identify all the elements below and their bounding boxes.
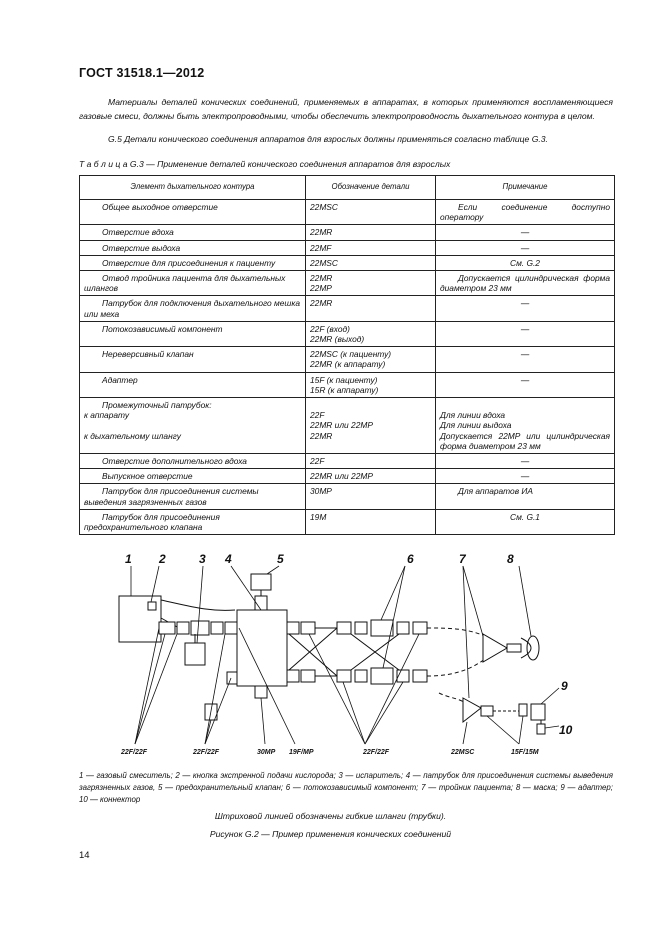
cell-note: Допускается цилиндрическая форма диаметром 23 мм [436, 271, 615, 296]
table-header-row [80, 176, 615, 200]
part-number: 1 [125, 552, 132, 566]
connector-chain [287, 668, 427, 684]
cell-designation: 22F [306, 454, 436, 469]
cell-note: — [436, 321, 615, 346]
table-row [80, 296, 615, 321]
part-number: 6 [407, 552, 414, 566]
header-designation: Обозначение детали [306, 176, 436, 200]
cell-designation: 22F (вход) 22MR (выход) [306, 321, 436, 346]
cell-element: Отверстие для присоединения к пациенту [80, 255, 306, 270]
figure-legend: 1 — газовый смеситель; 2 — кнопка экстренной подачи кислорода; 3 — испаритель; 4 — патрубок для присоединения системы выведения загрязненных газов, 5 — предохранительный клапан; 6 — потокозависимый компонент; 7 — тройник пациента; 8 — маска; 9 — адаптер; 10 — коннектор [79, 771, 613, 804]
cell-element: Патрубок для присоединения системы выведения загрязненных газов [80, 484, 306, 509]
figure-caption: Рисунок G.2 — Пример применения конических соединений [209, 829, 452, 839]
flexible-hose [427, 628, 489, 638]
adapter-small [519, 704, 527, 716]
page-number: 14 [79, 850, 90, 861]
table-row [80, 200, 615, 225]
cell-element: Патрубок для присоединения предохранительного клапана [80, 509, 306, 534]
part-number: 5 [277, 552, 284, 566]
cell-designation: 22MSC [306, 255, 436, 270]
hose-line [161, 600, 235, 610]
part-number: 7 [459, 552, 466, 566]
cell-element: Отверстие дополнительного вдоха [80, 454, 306, 469]
part-number: 4 [225, 552, 232, 566]
cell-designation: 22MF [306, 240, 436, 255]
table-row [80, 484, 615, 509]
connection-diagram [79, 548, 579, 758]
safety-valve-stem [255, 596, 267, 610]
scavenging-port [255, 686, 267, 698]
hose-line [289, 628, 337, 676]
cell-note: См. G.2 [436, 255, 615, 270]
figure-note: Штриховой линией обозначены гибкие шланги (трубки). [214, 811, 447, 821]
cell-designation: 15F (к пациенту) 15R (к аппарату) [306, 372, 436, 397]
cell-note: См. G.1 [436, 509, 615, 534]
table-row [80, 225, 615, 240]
header-element: Элемент дыхательного контура [80, 176, 306, 200]
vaporizer [185, 643, 205, 665]
table-row [80, 509, 615, 534]
cell-designation: 19M [306, 509, 436, 534]
cell-designation: 22MSC (к пациенту) 22MR (к аппарату) [306, 347, 436, 372]
connector [507, 644, 521, 652]
cell-note: — [436, 469, 615, 484]
header-note: Примечание [436, 176, 615, 200]
part-number: 9 [561, 679, 568, 693]
cell-note: Для аппаратов ИА [436, 484, 615, 509]
cell-element: Патрубок для подключения дыхательного мешка или меха [80, 296, 306, 321]
connector [481, 706, 493, 716]
cell-designation: 22MR 22MP [306, 271, 436, 296]
table-row [80, 271, 615, 296]
bottom-label: 30MP [257, 749, 276, 756]
connector-10 [537, 724, 545, 734]
table-row [80, 454, 615, 469]
safety-valve [251, 574, 271, 590]
part-number: 3 [199, 552, 206, 566]
cell-note: — [436, 454, 615, 469]
cell-note: Если соединение доступно оператору [436, 200, 615, 225]
adapter [531, 704, 545, 720]
cell-designation: 30MP [306, 484, 436, 509]
bottom-label: 22F/22F [363, 749, 390, 756]
cell-element: Отвод тройника пациента для дыхательных шлангов [80, 271, 306, 296]
bottom-label: 22MSC [451, 749, 475, 756]
cell-designation: 22MR [306, 225, 436, 240]
table-row [80, 372, 615, 397]
table-row [80, 469, 615, 484]
bottom-label: 22F/22F [121, 749, 148, 756]
cell-designation: 22MSC [306, 200, 436, 225]
cell-designation: 22F 22MR или 22MP 22MR [306, 398, 436, 454]
mask-rim [527, 636, 539, 660]
cell-element: Потокозависимый компонент [80, 321, 306, 346]
table-row [80, 347, 615, 372]
bottom-label: 15F/15M [511, 749, 539, 756]
cell-element: Общее выходное отверстие [80, 200, 306, 225]
cell-note: Для линии вдоха Для линии выдоха Допускается 22MP или цилиндрическая форма диаметром 23 мм [436, 398, 615, 454]
table-g3 [79, 175, 615, 535]
connector-chain [287, 620, 427, 636]
connector [227, 672, 237, 684]
cell-element: Отверстие выдоха [80, 240, 306, 255]
document-header: ГОСТ 31518.1—2012 [79, 66, 205, 80]
cell-note: — [436, 296, 615, 321]
table-row [80, 255, 615, 270]
scavenging-block [237, 610, 287, 686]
hose-line [351, 634, 399, 670]
paragraph-materials: Материалы деталей конических соединений, применяемых в аппаратах, в которых применяются воспламеняющиеся газовые смеси, должны быть электропроводными, чтобы обеспечить электропроводность дыхательного контура в целом. [79, 97, 613, 121]
cell-element: Нереверсивный клапан [80, 347, 306, 372]
cell-designation: 22MR или 22MP [306, 469, 436, 484]
part-number: 10 [559, 723, 573, 737]
flexible-hose [427, 656, 489, 676]
cell-note: — [436, 240, 615, 255]
table-row [80, 398, 615, 454]
oxygen-flush-button [148, 602, 156, 610]
cell-element: Отверстие вдоха [80, 225, 306, 240]
cell-element: Выпускное отверстие [80, 469, 306, 484]
cell-element: Адаптер [80, 372, 306, 397]
gas-mixer [119, 596, 161, 642]
mask [521, 638, 531, 658]
bottom-label: 22F/22F [193, 749, 220, 756]
y-piece [463, 698, 481, 722]
cell-designation: 22MR [306, 296, 436, 321]
cell-note: — [436, 372, 615, 397]
paragraph-g5: G.5 Детали конического соединения аппаратов для взрослых должны применяться согласно таблице G.3. [108, 134, 548, 144]
bottom-label: 19F/MP [289, 749, 314, 756]
table-row [80, 321, 615, 346]
part-number: 8 [507, 552, 514, 566]
cell-note: — [436, 347, 615, 372]
y-piece [483, 634, 507, 662]
table-row [80, 240, 615, 255]
part-number: 2 [159, 552, 166, 566]
table-caption: Т а б л и ц а G.3 — Применение деталей конического соединения аппаратов для взрослых [79, 159, 451, 169]
cell-note: — [436, 225, 615, 240]
cell-element: Промежуточный патрубок: к аппарату к дыхательному шлангу [80, 398, 306, 454]
